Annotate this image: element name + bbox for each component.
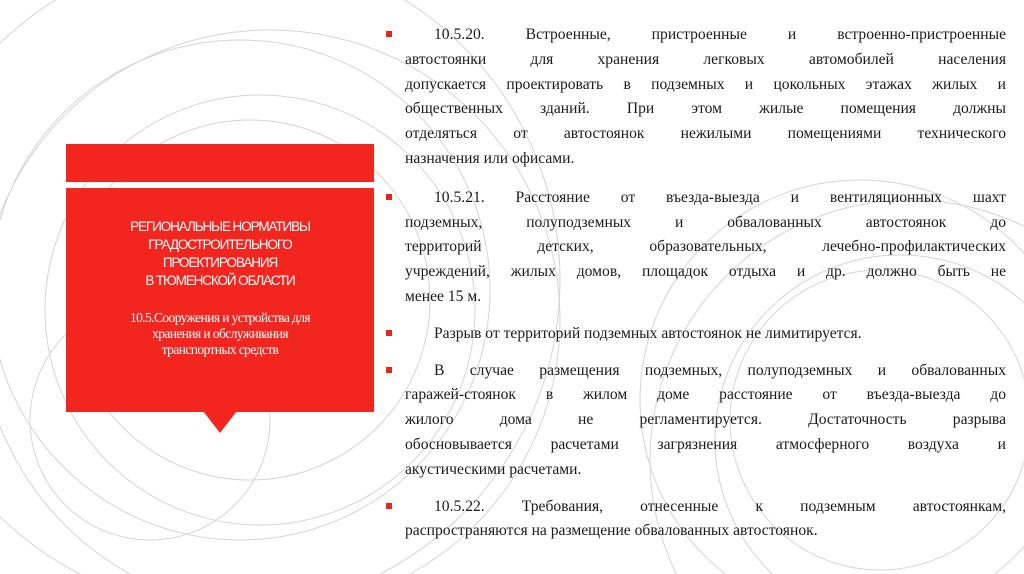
title-panel (66, 188, 374, 412)
square-bullet-icon (386, 330, 392, 336)
square-bullet-icon (386, 194, 392, 200)
panel-title (66, 218, 374, 290)
panel-subtitle-line: хранения и обслуживания (152, 326, 288, 341)
content-paragraph (378, 186, 1006, 310)
panel-title-line: ПРОЕКТИРОВАНИЯ (162, 255, 278, 270)
paragraph-line: учреждений, жилых домов, площадок отдыха и др. должно быть не (405, 263, 1006, 281)
panel-title-line: В ТЮМЕНСКОЙ ОБЛАСТИ (145, 273, 295, 288)
paragraph-line: территорий детских, образовательных, лечебно-профилактических (405, 238, 1006, 256)
square-bullet-icon (386, 367, 392, 373)
content-paragraph (378, 359, 1006, 483)
paragraph-line: отделяться от автостоянок нежилыми помещениями технического (405, 125, 1006, 143)
paragraph-line: 10.5.20. Встроенные, пристроенные и встроенно-пристроенные (434, 26, 1006, 43)
paragraph-line: акустическими расчетами. (405, 460, 582, 478)
content-area (378, 23, 1006, 544)
panel-subtitle (66, 310, 374, 358)
paragraph-line: 10.5.21. Расстояние от въезда-выезда и вентиляционных шахт (434, 188, 1006, 206)
paragraph-line: жилого дома не регламентируется. Достаточность разрыва (405, 411, 1006, 429)
paragraph-line: назначения или офисами. (405, 149, 575, 167)
panel-title-line: ГРАДОСТРОИТЕЛЬНОГО (148, 237, 292, 252)
paragraph-line: 10.5.22. Требования, отнесенные к подземным автостоянкам, (434, 497, 1006, 515)
square-bullet-icon (386, 31, 392, 37)
square-bullet-icon (386, 503, 392, 509)
paragraph-line: распространяются на размещение обвалованных автостоянок. (405, 522, 818, 540)
content-paragraph (378, 322, 1006, 347)
panel-pointer (203, 411, 237, 433)
red-header-bar (66, 144, 374, 182)
paragraph-line: В случае размещения подземных, полуподземных и обвалованных (434, 361, 1006, 379)
paragraph-line: допускается проектировать в подземных и цокольных этажах жилых и (405, 75, 1006, 93)
paragraph-line: общественных зданий. При этом жилые помещения должны (405, 100, 1006, 118)
paragraph-line: гаражей-стоянок в жилом доме расстояние от въезда-выезда до (405, 386, 1006, 404)
paragraph-line: обосновывается расчетами загрязнения атмосферного воздуха и (405, 435, 1006, 453)
panel-subtitle-line: 10.5.Сооружения и устройства для (129, 310, 311, 325)
paragraph-line: автостоянки для хранения легковых автомобилей населения (405, 50, 1006, 68)
content-paragraph (378, 23, 1006, 172)
panel-subtitle-line: транспортных средств (161, 342, 279, 357)
paragraph-line: подземных, полуподземных и обвалованных автостоянок до (405, 213, 1006, 231)
panel-title-line: РЕГИОНАЛЬНЫЕ НОРМАТИВЫ (130, 219, 310, 234)
content-paragraph (378, 495, 1006, 545)
paragraph-line: Разрыв от территорий подземных автостоянок не лимитируется. (434, 324, 862, 342)
paragraph-line: менее 15 м. (405, 287, 482, 305)
